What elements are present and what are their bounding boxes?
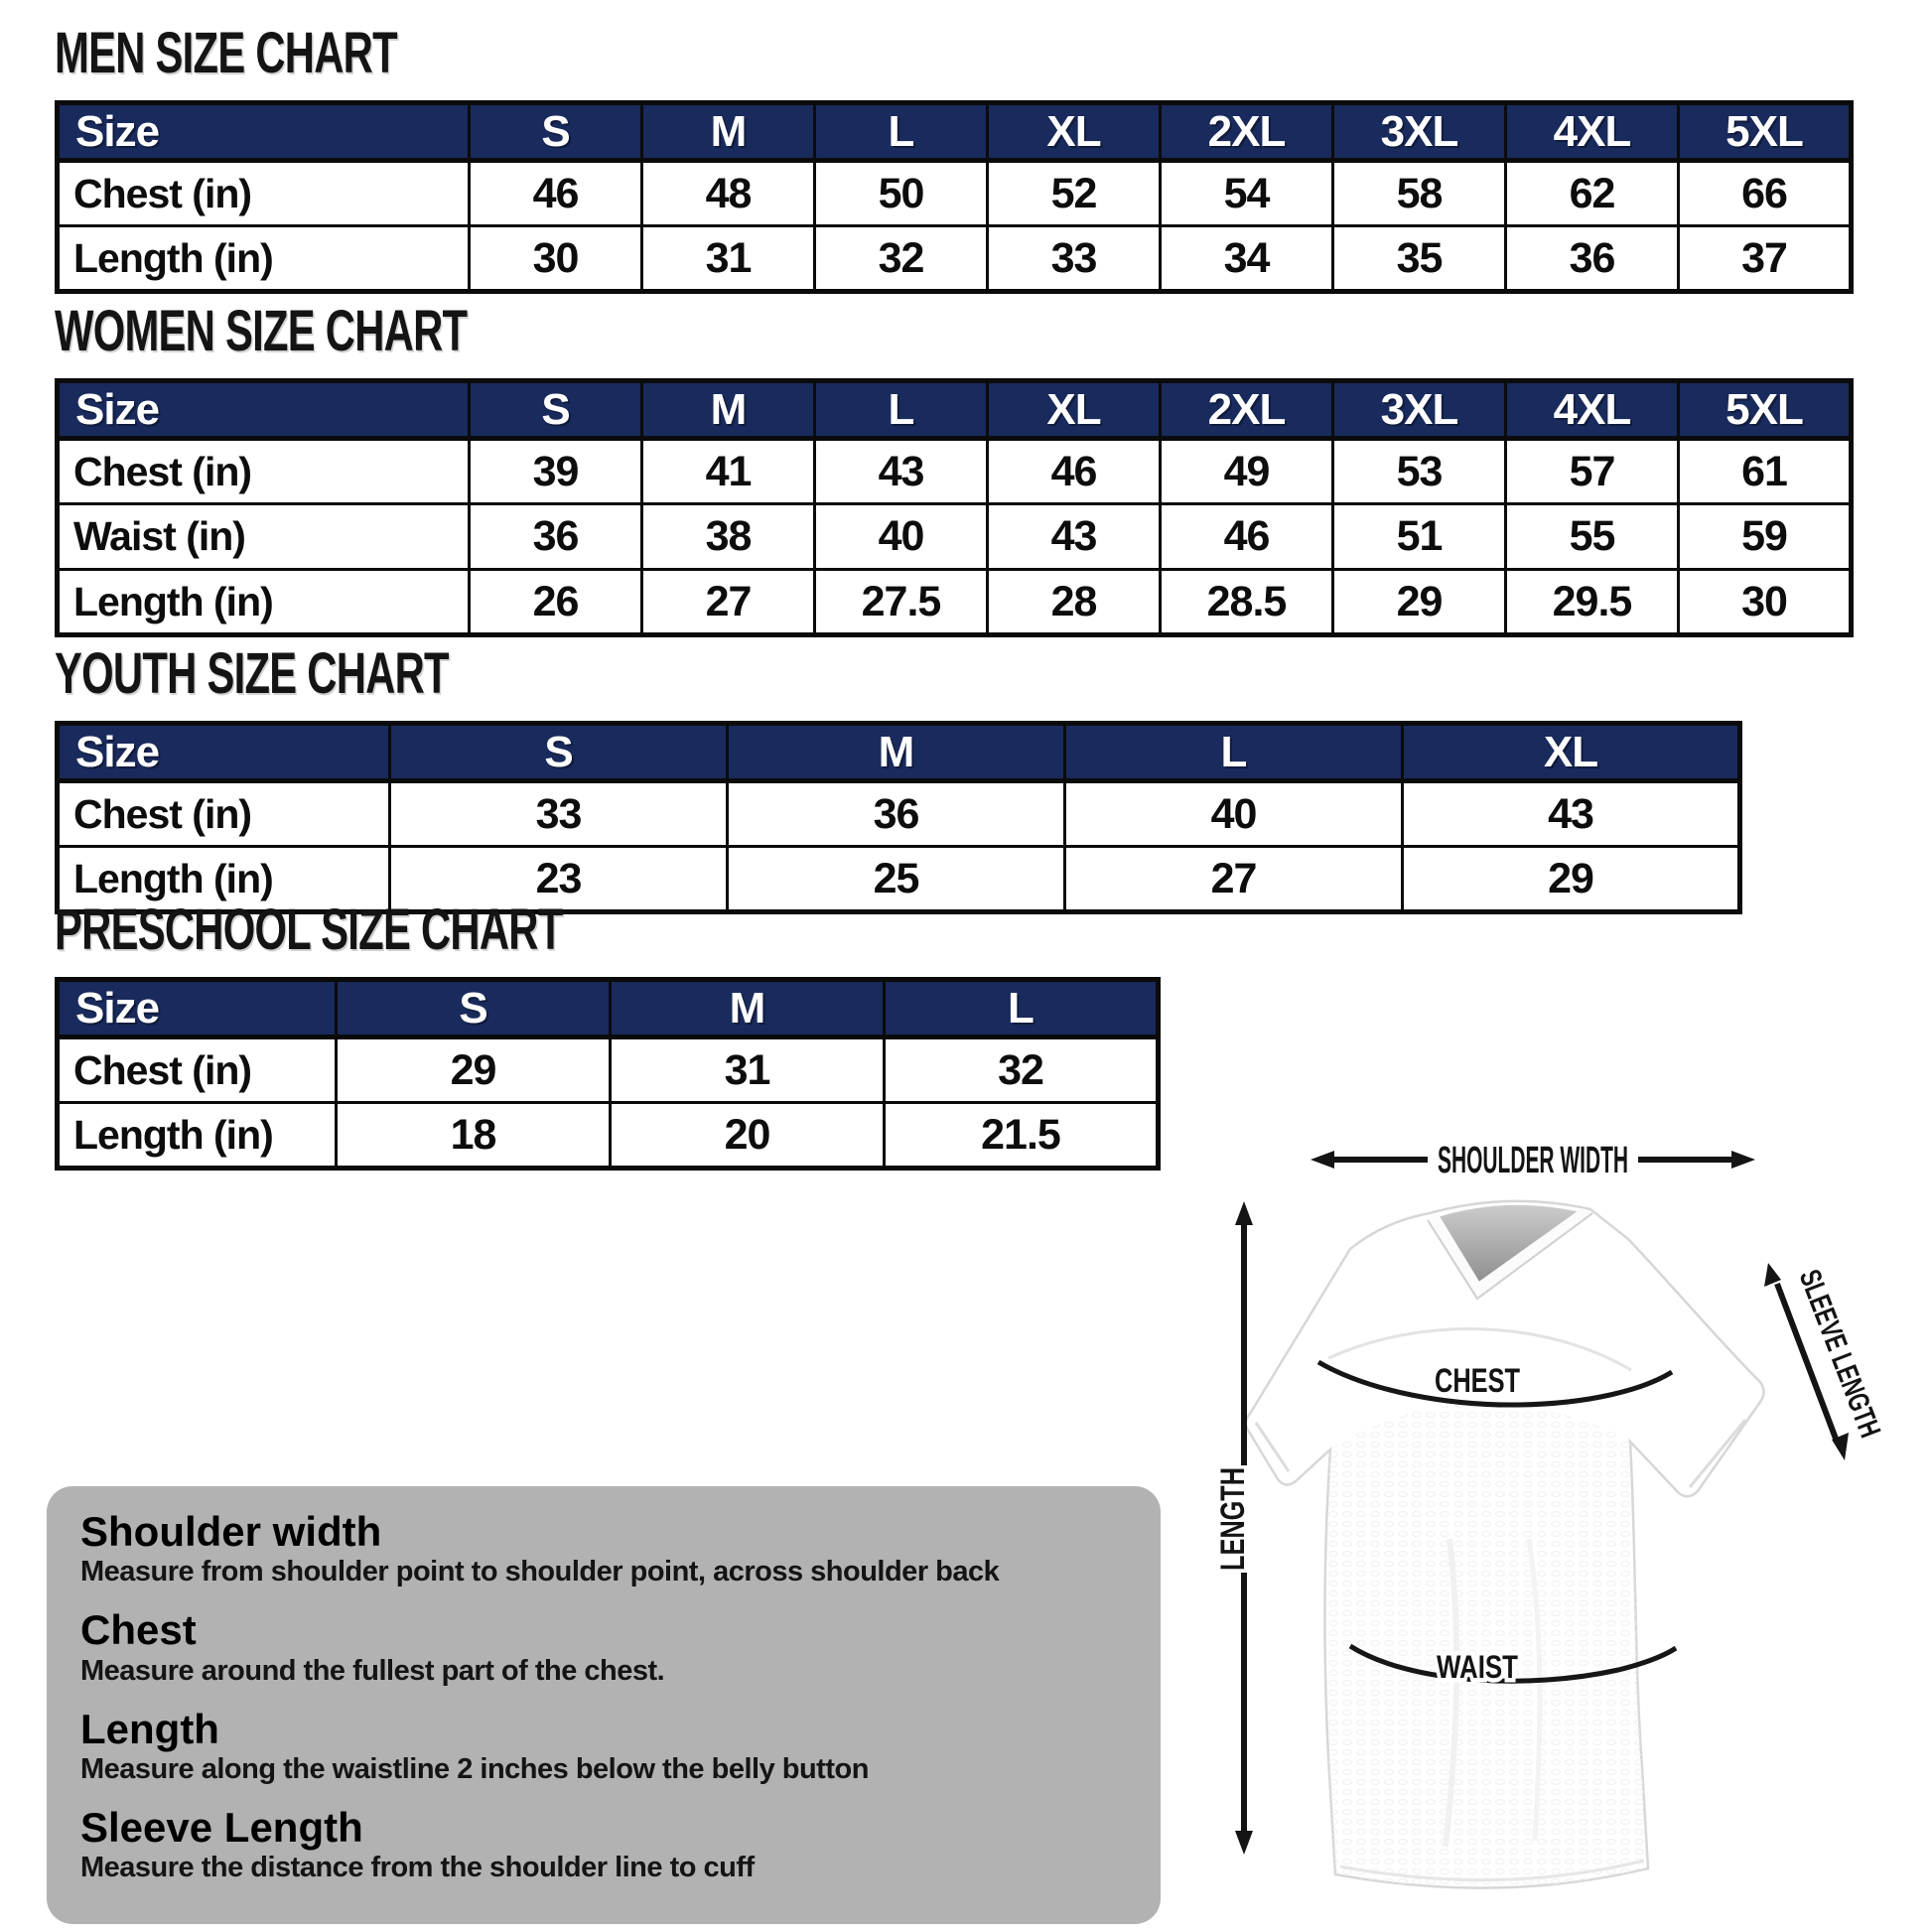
preschool-header-m: M (611, 980, 885, 1037)
preschool-header-size: Size (58, 980, 337, 1037)
size-cell: 52 (988, 161, 1161, 226)
women-length-row (58, 570, 1852, 635)
size-cell: 36 (728, 781, 1065, 847)
men-size-chart-title: MEN SIZE CHART (55, 21, 397, 85)
size-cell: 32 (885, 1037, 1159, 1103)
row-label: Chest (in) (58, 781, 390, 847)
preschool-header-s: S (337, 980, 611, 1037)
men-header-4xl: 4XL (1506, 103, 1679, 161)
women-header-m: M (642, 381, 815, 439)
size-cell: 18 (337, 1103, 611, 1169)
sleeve-length-label: SLEEVE LENGTH (1792, 1265, 1912, 1509)
size-cell: 39 (470, 439, 642, 504)
row-label: Length (in) (58, 847, 390, 912)
women-header-3xl: 3XL (1333, 381, 1506, 439)
shoulder-width-label: SHOULDER WIDTH (1438, 1140, 1628, 1181)
preschool-size-chart-section (55, 897, 1156, 1171)
men-size-table (55, 100, 1854, 294)
size-cell: 25 (728, 847, 1065, 912)
preschool-size-table (55, 977, 1161, 1171)
men-header-3xl: 3XL (1333, 103, 1506, 161)
jersey-illustration (1246, 1201, 1764, 1888)
row-label: Length (in) (58, 570, 470, 635)
men-header-s: S (470, 103, 642, 161)
row-label: Length (in) (58, 1103, 337, 1169)
size-cell: 27.5 (815, 570, 988, 635)
row-label: Waist (in) (58, 504, 470, 570)
row-label: Length (in) (58, 226, 470, 292)
men-header-xl: XL (988, 103, 1161, 161)
size-cell: 26 (470, 570, 642, 635)
size-cell: 31 (611, 1037, 885, 1103)
size-cell: 40 (815, 504, 988, 570)
size-cell: 36 (470, 504, 642, 570)
size-cell: 27 (1065, 847, 1403, 912)
size-cell: 59 (1679, 504, 1852, 570)
jersey-mesh-texture (1324, 1404, 1648, 1888)
guide-term-length: Length (80, 1705, 219, 1752)
guide-definition-sleeve-length: Measure the distance from the shoulder line to cuff (80, 1852, 755, 1884)
women-header-row (58, 381, 1852, 439)
men-header-l: L (815, 103, 988, 161)
women-waist-row (58, 504, 1852, 570)
youth-header-row (58, 724, 1740, 781)
size-cell: 58 (1333, 161, 1506, 226)
size-cell: 54 (1161, 161, 1333, 226)
row-label: Chest (in) (58, 439, 470, 504)
women-header-5xl: 5XL (1679, 381, 1852, 439)
guide-definition-chest: Measure around the fullest part of the chest. (80, 1654, 665, 1687)
size-cell: 27 (642, 570, 815, 635)
size-cell: 29.5 (1506, 570, 1679, 635)
youth-header-s: S (390, 724, 728, 781)
men-header-row (58, 103, 1852, 161)
youth-header-m: M (728, 724, 1065, 781)
men-header-m: M (642, 103, 815, 161)
size-cell: 28.5 (1161, 570, 1333, 635)
size-cell: 29 (337, 1037, 611, 1103)
jersey-measurement-diagram (1201, 1122, 1932, 1932)
guide-term-chest: Chest (80, 1606, 197, 1654)
size-cell: 35 (1333, 226, 1506, 292)
youth-header-l: L (1065, 724, 1403, 781)
preschool-header-row (58, 980, 1159, 1037)
women-header-2xl: 2XL (1161, 381, 1333, 439)
row-label: Chest (in) (58, 1037, 337, 1103)
size-cell: 20 (611, 1103, 885, 1169)
size-cell: 29 (1333, 570, 1506, 635)
size-cell: 41 (642, 439, 815, 504)
waist-label: WAIST (1437, 1649, 1519, 1685)
youth-header-xl: XL (1403, 724, 1740, 781)
size-cell: 62 (1506, 161, 1679, 226)
size-cell: 49 (1161, 439, 1333, 504)
guide-definition-length: Measure along the waistline 2 inches below the belly button (80, 1752, 869, 1785)
size-cell: 53 (1333, 439, 1506, 504)
size-cell: 37 (1679, 226, 1852, 292)
youth-size-chart-title: YOUTH SIZE CHART (55, 641, 449, 706)
size-cell: 50 (815, 161, 988, 226)
women-size-chart-title: WOMEN SIZE CHART (55, 299, 468, 363)
women-header-s: S (470, 381, 642, 439)
preschool-chest-row (58, 1037, 1159, 1103)
size-cell: 46 (470, 161, 642, 226)
men-size-chart-section (55, 20, 1850, 294)
size-cell: 32 (815, 226, 988, 292)
row-label: Chest (in) (58, 161, 470, 226)
size-cell: 30 (470, 226, 642, 292)
men-header-size: Size (58, 103, 470, 161)
size-cell: 28 (988, 570, 1161, 635)
jersey-diagram-svg (1201, 1122, 1932, 1932)
size-cell: 40 (1065, 781, 1403, 847)
preschool-length-row (58, 1103, 1159, 1169)
length-label: LENGTH (1214, 1432, 1252, 1571)
women-header-size: Size (58, 381, 470, 439)
size-cell: 57 (1506, 439, 1679, 504)
size-cell: 36 (1506, 226, 1679, 292)
guide-term-sleeve-length: Sleeve Length (80, 1804, 363, 1852)
women-header-xl: XL (988, 381, 1161, 439)
size-cell: 46 (988, 439, 1161, 504)
size-cell: 38 (642, 504, 815, 570)
preschool-header-l: L (885, 980, 1159, 1037)
size-cell: 29 (1403, 847, 1740, 912)
size-cell: 34 (1161, 226, 1333, 292)
size-cell: 23 (390, 847, 728, 912)
measurement-guide-panel (47, 1486, 1161, 1924)
youth-size-chart-section (55, 640, 1737, 914)
guide-term-shoulder-width: Shoulder width (80, 1508, 382, 1555)
chest-label: CHEST (1435, 1362, 1521, 1400)
men-header-2xl: 2XL (1161, 103, 1333, 161)
men-header-5xl: 5XL (1679, 103, 1852, 161)
women-header-4xl: 4XL (1506, 381, 1679, 439)
women-chest-row (58, 439, 1852, 504)
size-cell: 43 (1403, 781, 1740, 847)
size-cell: 55 (1506, 504, 1679, 570)
size-cell: 48 (642, 161, 815, 226)
youth-chest-row (58, 781, 1740, 847)
size-cell: 66 (1679, 161, 1852, 226)
youth-size-table (55, 721, 1742, 914)
size-cell: 43 (988, 504, 1161, 570)
women-size-chart-section (55, 298, 1850, 637)
size-cell: 46 (1161, 504, 1333, 570)
women-size-table (55, 378, 1854, 637)
size-cell: 33 (988, 226, 1161, 292)
preschool-size-chart-title: PRESCHOOL SIZE CHART (55, 897, 563, 962)
size-cell: 30 (1679, 570, 1852, 635)
size-cell: 61 (1679, 439, 1852, 504)
men-length-row (58, 226, 1852, 292)
size-cell: 33 (390, 781, 728, 847)
size-cell: 43 (815, 439, 988, 504)
size-cell: 31 (642, 226, 815, 292)
youth-header-size: Size (58, 724, 390, 781)
women-header-l: L (815, 381, 988, 439)
size-cell: 21.5 (885, 1103, 1159, 1169)
guide-definition-shoulder-width: Measure from shoulder point to shoulder point, across shoulder back (80, 1556, 1000, 1588)
size-cell: 51 (1333, 504, 1506, 570)
men-chest-row (58, 161, 1852, 226)
